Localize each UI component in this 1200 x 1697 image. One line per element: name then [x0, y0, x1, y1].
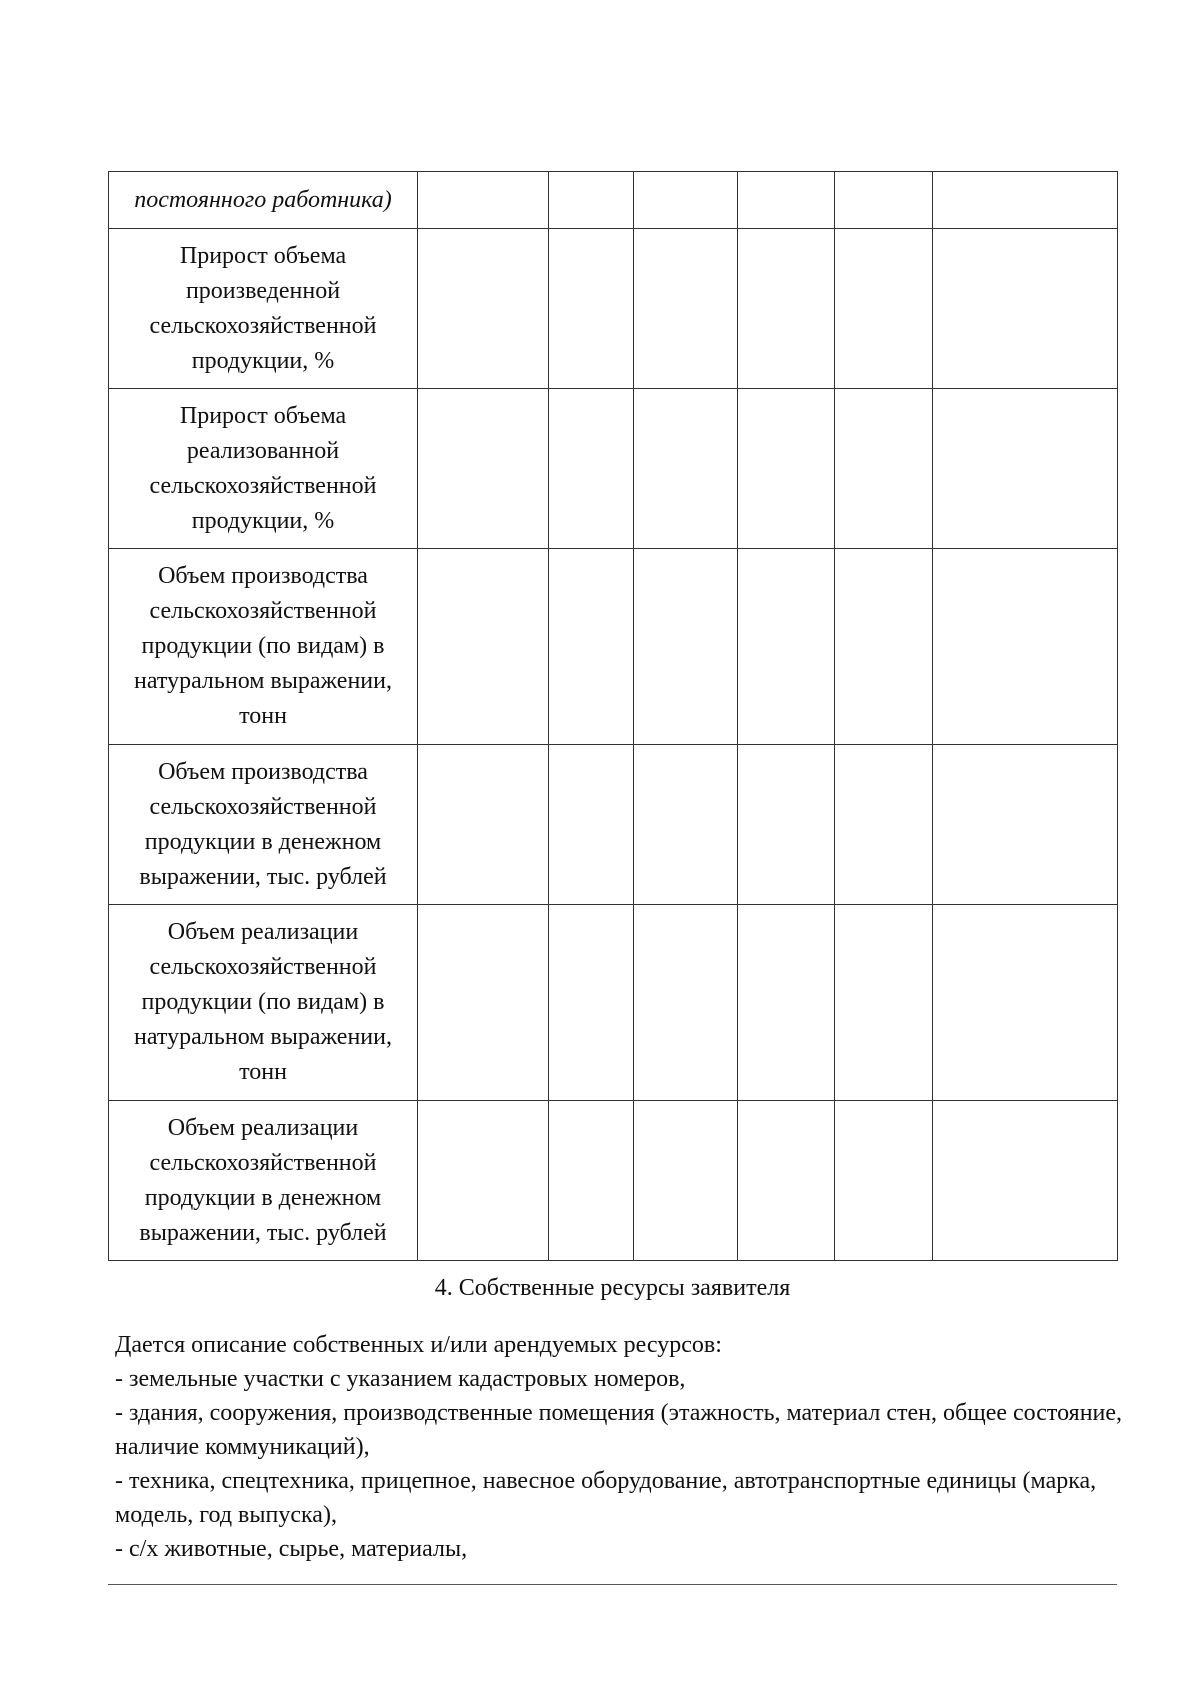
table-cell: [738, 745, 835, 905]
table-cell: [835, 1101, 933, 1261]
table-cell: [634, 905, 738, 1101]
table-row: [109, 229, 1118, 389]
table-row: [109, 172, 1118, 229]
table-row: [109, 905, 1118, 1101]
table-cell: [549, 905, 634, 1101]
table-cell: [835, 229, 933, 389]
table-cell: [933, 229, 1118, 389]
indicators-table: [108, 171, 1118, 1261]
table-cell: [549, 549, 634, 745]
row-label: Объем производства сельскохозяйственной продукции (по видам) в натуральном выражении, тонн: [109, 549, 418, 745]
table-cell: [634, 172, 738, 229]
table-cell: [835, 549, 933, 745]
table-cell: [549, 745, 634, 905]
list-item: - здания, сооружения, производственные помещения (этажность, материал стен, общее состояние, наличие коммуникаций),: [115, 1400, 1123, 1460]
table-cell: [738, 229, 835, 389]
table-cell: [549, 172, 634, 229]
table-row: [109, 389, 1118, 549]
section-body: [115, 1328, 1125, 1566]
row-label: Объем реализации сельскохозяйственной продукции (по видам) в натуральном выражении, тонн: [109, 905, 418, 1101]
table-cell: [835, 905, 933, 1101]
row-label: Прирост объема произведенной сельскохозяйственной продукции, %: [109, 229, 418, 389]
table-cell: [418, 1101, 549, 1261]
table-cell: [418, 389, 549, 549]
table-row: [109, 1101, 1118, 1261]
table-cell: [933, 1101, 1118, 1261]
table-cell: [835, 172, 933, 229]
table-cell: [738, 1101, 835, 1261]
table-cell: [835, 389, 933, 549]
table-cell: [549, 389, 634, 549]
table-cell: [418, 905, 549, 1101]
row-label: Объем реализации сельскохозяйственной продукции в денежном выражении, тыс. рублей: [109, 1101, 418, 1261]
table-cell: [738, 549, 835, 745]
list-item: - с/х животные, сырье, материалы,: [115, 1536, 468, 1562]
table-cell: [418, 172, 549, 229]
row-label: постоянного работника): [109, 172, 418, 229]
row-label: Объем производства сельскохозяйственной продукции в денежном выражении, тыс. рублей: [109, 745, 418, 905]
footer-divider: [108, 1584, 1117, 1585]
table-cell: [634, 1101, 738, 1261]
list-item: - техника, спецтехника, прицепное, навесное оборудование, автотранспортные единицы (марка, модель, год выпуска),: [115, 1468, 1097, 1528]
table-row: [109, 549, 1118, 745]
paragraph-intro: Дается описание собственных и/или арендуемых ресурсов:: [115, 1332, 722, 1358]
row-label: Прирост объема реализованной сельскохозяйственной продукции, %: [109, 389, 418, 549]
table-cell: [634, 549, 738, 745]
table-cell: [933, 172, 1118, 229]
table-cell: [835, 745, 933, 905]
table-cell: [634, 745, 738, 905]
list-item: - земельные участки с указанием кадастровых номеров,: [115, 1366, 686, 1392]
table-cell: [933, 745, 1118, 905]
table-row: [109, 745, 1118, 905]
table-cell: [738, 389, 835, 549]
table-cell: [634, 229, 738, 389]
table-cell: [549, 1101, 634, 1261]
table-cell: [933, 905, 1118, 1101]
table-cell: [418, 229, 549, 389]
table-cell: [418, 745, 549, 905]
table-cell: [738, 905, 835, 1101]
table-cell: [738, 172, 835, 229]
table-cell: [549, 229, 634, 389]
section-title: 4. Собственные ресурсы заявителя: [434, 1275, 791, 1301]
table-cell: [634, 389, 738, 549]
table-cell: [933, 549, 1118, 745]
table-cell: [933, 389, 1118, 549]
table-cell: [418, 549, 549, 745]
